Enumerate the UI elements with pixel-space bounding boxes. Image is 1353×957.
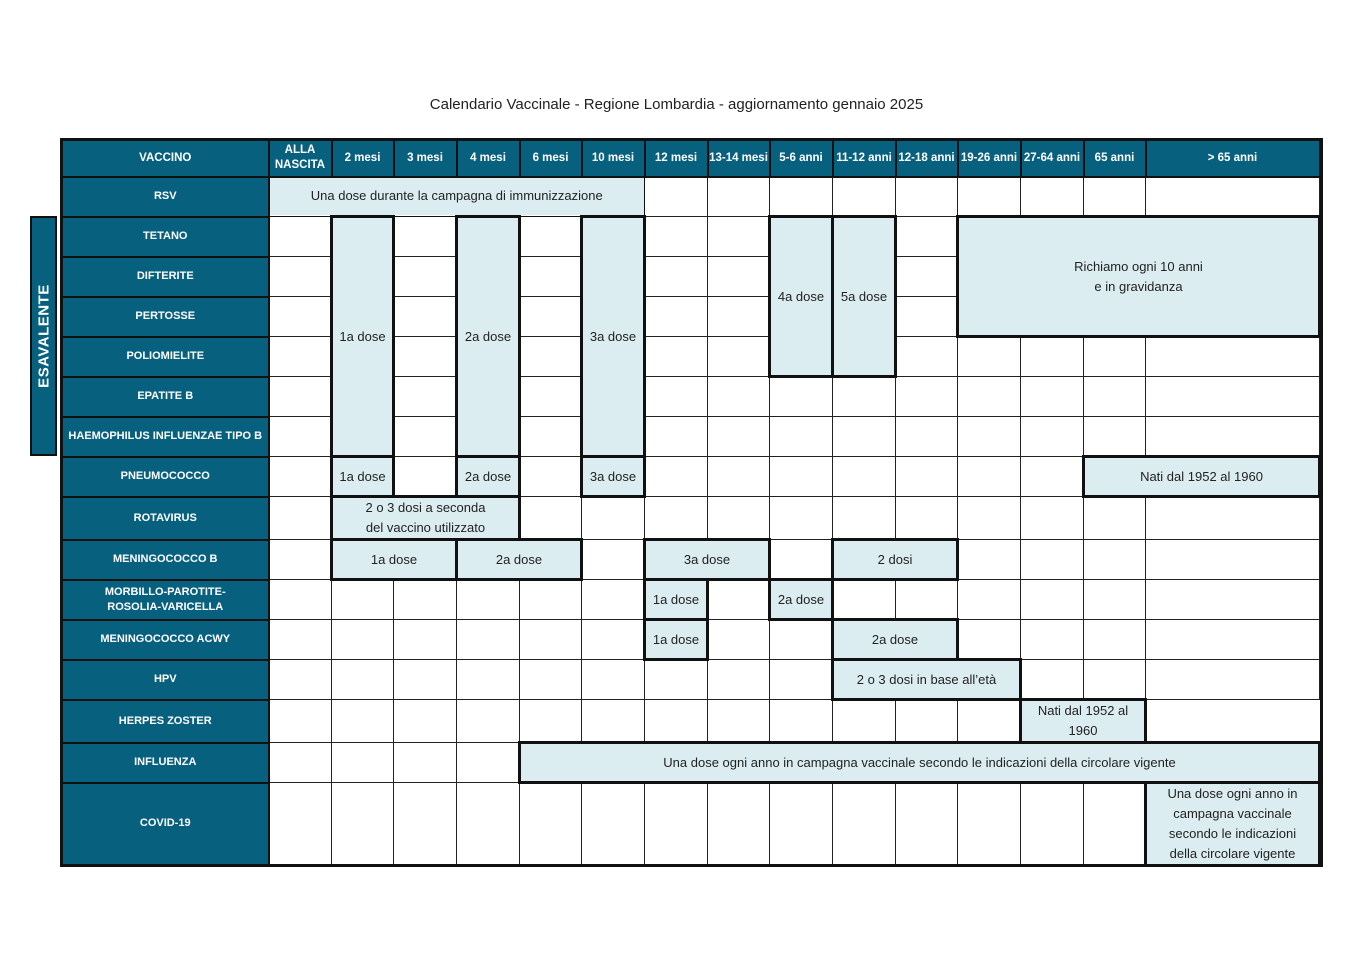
empty-cell	[520, 620, 582, 660]
empty-cell	[1021, 580, 1084, 620]
col-header: 27-64 anni	[1021, 140, 1084, 177]
empty-cell	[833, 377, 896, 417]
empty-cell	[582, 783, 645, 866]
empty-cell	[958, 700, 1021, 743]
covid-line3: secondo le indicazioni	[1168, 826, 1297, 841]
col-header: 12 mesi	[645, 140, 708, 177]
empty-cell	[770, 177, 833, 217]
covid-line4: della circolare vigente	[1169, 846, 1296, 861]
empty-cell	[1021, 497, 1084, 540]
empty-cell	[332, 620, 394, 660]
empty-cell	[520, 337, 582, 377]
table-row	[62, 377, 1322, 417]
empty-cell	[269, 660, 332, 700]
header-row	[62, 140, 1322, 177]
mprv-name-line1: MORBILLO-PAROTITE-	[104, 585, 226, 598]
empty-cell	[269, 337, 332, 377]
vaccination-schedule-table	[60, 138, 1323, 867]
esavalente-dose4: 4a dose	[770, 217, 833, 377]
richiamo-line1: Richiamo ogni 10 anni	[1074, 258, 1203, 274]
empty-cell	[958, 377, 1021, 417]
empty-cell	[269, 297, 332, 337]
mprv-dose2: 2a dose	[770, 580, 833, 620]
empty-cell	[269, 580, 332, 620]
empty-cell	[394, 257, 457, 297]
empty-cell	[896, 297, 958, 337]
row-name-influenza: INFLUENZA	[62, 743, 269, 783]
hpv-dose: 2 o 3 dosi in base all’età	[833, 660, 1021, 700]
row-name-mprv	[62, 580, 269, 620]
empty-cell	[896, 497, 958, 540]
table-row	[62, 217, 1322, 257]
empty-cell	[833, 457, 896, 497]
col-header: 5-6 anni	[770, 140, 833, 177]
empty-cell	[708, 377, 770, 417]
pneumo-dose1: 1a dose	[332, 457, 394, 497]
empty-cell	[896, 700, 958, 743]
empty-cell	[708, 457, 770, 497]
empty-cell	[520, 297, 582, 337]
empty-cell	[520, 700, 582, 743]
col-header: > 65 anni	[1146, 140, 1320, 177]
row-name-meningococco-acwy: MENINGOCOCCO ACWY	[62, 620, 269, 660]
empty-cell	[708, 297, 770, 337]
empty-cell	[457, 620, 520, 660]
table-row	[62, 417, 1322, 457]
pneumo-dose3: 3a dose	[582, 457, 645, 497]
col-header: 13-14 mesi	[708, 140, 770, 177]
empty-cell	[958, 580, 1021, 620]
empty-cell	[332, 660, 394, 700]
rota-line2: del vaccino utilizzato	[365, 520, 486, 535]
empty-cell	[394, 700, 457, 743]
richiamo-block	[958, 217, 1320, 337]
empty-cell	[332, 580, 394, 620]
empty-cell	[645, 497, 708, 540]
empty-cell	[1320, 417, 1322, 457]
col-header: 10 mesi	[582, 140, 645, 177]
empty-cell	[332, 743, 394, 783]
empty-cell	[896, 177, 958, 217]
row-name-difterite: DIFTERITE	[62, 257, 269, 297]
empty-cell	[770, 700, 833, 743]
col-header: 4 mesi	[457, 140, 520, 177]
col-header: 11-12 anni	[833, 140, 896, 177]
empty-cell	[833, 700, 896, 743]
empty-cell	[1146, 620, 1320, 660]
esavalente-text: ESAVALENTE	[35, 284, 52, 388]
empty-cell	[1084, 540, 1146, 580]
empty-cell	[394, 783, 457, 866]
col-header: 65 anni	[1084, 140, 1146, 177]
menb-dose3: 3a dose	[645, 540, 770, 580]
empty-cell	[520, 580, 582, 620]
table-row	[62, 337, 1322, 377]
empty-cell	[645, 257, 708, 297]
empty-cell	[645, 217, 708, 257]
row-name-meningococco-b: MENINGOCOCCO B	[62, 540, 269, 580]
empty-cell	[582, 540, 645, 580]
empty-cell	[394, 337, 457, 377]
row-name-covid: COVID-19	[62, 783, 269, 866]
empty-cell	[833, 783, 896, 866]
empty-cell	[770, 377, 833, 417]
empty-cell	[770, 417, 833, 457]
empty-cell	[958, 540, 1021, 580]
empty-cell	[958, 783, 1021, 866]
empty-cell	[645, 700, 708, 743]
empty-cell	[708, 580, 770, 620]
empty-cell	[582, 620, 645, 660]
empty-cell	[1021, 540, 1084, 580]
influenza-dose: Una dose ogni anno in campagna vaccinale secondo le indicazioni della circolare vigente	[520, 743, 1320, 783]
empty-cell	[332, 783, 394, 866]
empty-cell	[394, 660, 457, 700]
empty-cell	[958, 497, 1021, 540]
empty-cell	[457, 700, 520, 743]
empty-cell	[269, 497, 332, 540]
empty-cell	[708, 217, 770, 257]
empty-cell	[1146, 497, 1320, 540]
col-header: 2 mesi	[332, 140, 394, 177]
empty-cell	[394, 217, 457, 257]
empty-cell	[708, 620, 770, 660]
empty-cell	[896, 783, 958, 866]
empty-cell	[833, 580, 896, 620]
row-name-pertosse: PERTOSSE	[62, 297, 269, 337]
empty-cell	[896, 377, 958, 417]
empty-cell	[645, 337, 708, 377]
empty-cell	[770, 497, 833, 540]
empty-cell	[770, 457, 833, 497]
empty-cell	[1021, 377, 1084, 417]
empty-cell	[269, 257, 332, 297]
empty-cell	[582, 497, 645, 540]
table-row	[62, 783, 1322, 866]
empty-cell	[457, 580, 520, 620]
empty-cell	[896, 337, 958, 377]
pneumo-adult: Nati dal 1952 al 1960	[1084, 457, 1320, 497]
rota-line1: 2 o 3 dosi a seconda	[365, 500, 486, 515]
col-header: 12-18 anni	[896, 140, 958, 177]
empty-cell	[896, 417, 958, 457]
empty-cell	[708, 700, 770, 743]
table-row	[62, 540, 1322, 580]
row-name-rotavirus: ROTAVIRUS	[62, 497, 269, 540]
col-header: 3 mesi	[394, 140, 457, 177]
empty-cell	[896, 257, 958, 297]
row-name-tetano: TETANO	[62, 217, 269, 257]
empty-cell	[645, 457, 708, 497]
empty-cell	[394, 297, 457, 337]
empty-cell	[520, 257, 582, 297]
empty-cell	[896, 580, 958, 620]
row-name-polio: POLIOMIELITE	[62, 337, 269, 377]
empty-cell	[833, 177, 896, 217]
acwy-dose1: 1a dose	[645, 620, 708, 660]
empty-cell	[1084, 337, 1146, 377]
table-row	[62, 620, 1322, 660]
empty-cell	[958, 457, 1021, 497]
empty-cell	[708, 257, 770, 297]
empty-cell	[1021, 660, 1084, 700]
empty-cell	[1084, 377, 1146, 417]
empty-cell	[1146, 417, 1320, 457]
empty-cell	[708, 783, 770, 866]
col-header: VACCINO	[62, 140, 269, 177]
empty-cell	[269, 217, 332, 257]
empty-cell	[708, 417, 770, 457]
empty-cell	[645, 660, 708, 700]
row-name-haemophilus: HAEMOPHILUS INFLUENZAE TIPO B	[62, 417, 269, 457]
table-row	[62, 660, 1322, 700]
richiamo-line2: e in gravidanza	[1094, 278, 1183, 294]
empty-cell	[332, 700, 394, 743]
row-name-herpes-zoster: HERPES ZOSTER	[62, 700, 269, 743]
col-header: 6 mesi	[520, 140, 582, 177]
empty-cell	[1146, 377, 1320, 417]
empty-cell	[394, 457, 457, 497]
table-row	[62, 743, 1322, 783]
empty-cell	[394, 580, 457, 620]
empty-cell	[645, 783, 708, 866]
empty-cell	[958, 337, 1021, 377]
row-name-rsv: RSV	[62, 177, 269, 217]
row-name-epatite: EPATITE B	[62, 377, 269, 417]
rota-dose	[332, 497, 520, 540]
empty-cell	[520, 660, 582, 700]
esavalente-group-label	[30, 216, 57, 456]
empty-cell	[1084, 660, 1146, 700]
empty-cell	[394, 620, 457, 660]
empty-cell	[1146, 580, 1320, 620]
empty-cell	[1084, 417, 1146, 457]
empty-cell	[582, 700, 645, 743]
empty-cell	[394, 417, 457, 457]
esavalente-dose5: 5a dose	[833, 217, 896, 377]
empty-cell	[645, 377, 708, 417]
empty-cell	[896, 217, 958, 257]
covid-line1: Una dose ogni anno in	[1167, 786, 1298, 801]
empty-cell	[958, 620, 1021, 660]
empty-cell	[582, 660, 645, 700]
empty-cell	[520, 497, 582, 540]
empty-cell	[645, 417, 708, 457]
empty-cell	[708, 660, 770, 700]
empty-cell	[645, 177, 708, 217]
empty-cell	[520, 783, 582, 866]
table-row	[62, 457, 1322, 497]
col-header: 19-26 anni	[958, 140, 1021, 177]
empty-cell	[1320, 377, 1322, 417]
table-row	[62, 580, 1322, 620]
empty-cell	[457, 783, 520, 866]
zoster-dose: Nati dal 1952 al 1960	[1021, 700, 1146, 743]
empty-cell	[833, 417, 896, 457]
table-row	[62, 497, 1322, 540]
acwy-dose2: 2a dose	[833, 620, 958, 660]
empty-cell	[1146, 540, 1320, 580]
empty-cell	[1084, 620, 1146, 660]
empty-cell	[1146, 177, 1320, 217]
col-header: ALLA NASCITA	[269, 140, 332, 177]
empty-cell	[520, 377, 582, 417]
mprv-dose1: 1a dose	[645, 580, 708, 620]
menb-teen: 2 dosi	[833, 540, 958, 580]
empty-cell	[1084, 497, 1146, 540]
mprv-name-line2: ROSOLIA-VARICELLA	[107, 600, 224, 613]
empty-cell	[520, 457, 582, 497]
empty-cell	[770, 620, 833, 660]
empty-cell	[1084, 580, 1146, 620]
empty-cell	[457, 743, 520, 783]
empty-cell	[269, 700, 332, 743]
empty-cell	[269, 540, 332, 580]
table-row	[62, 177, 1322, 217]
empty-cell	[1021, 417, 1084, 457]
empty-cell	[708, 497, 770, 540]
empty-cell	[1021, 620, 1084, 660]
table-row	[62, 700, 1322, 743]
empty-cell	[833, 497, 896, 540]
empty-cell	[394, 743, 457, 783]
esavalente-dose1: 1a dose	[332, 217, 394, 457]
empty-cell	[708, 337, 770, 377]
covid-dose	[1146, 783, 1320, 866]
empty-cell	[269, 417, 332, 457]
empty-cell	[645, 297, 708, 337]
empty-cell	[958, 177, 1021, 217]
empty-cell	[1021, 337, 1084, 377]
empty-cell	[770, 660, 833, 700]
empty-cell	[770, 540, 833, 580]
menb-dose2: 2a dose	[457, 540, 582, 580]
empty-cell	[269, 783, 332, 866]
empty-cell	[520, 417, 582, 457]
empty-cell	[582, 580, 645, 620]
row-name-pneumococco: PNEUMOCOCCO	[62, 457, 269, 497]
empty-cell	[520, 217, 582, 257]
row-name-hpv: HPV	[62, 660, 269, 700]
empty-cell	[394, 377, 457, 417]
empty-cell	[1021, 457, 1084, 497]
empty-cell	[1021, 177, 1084, 217]
empty-cell	[269, 457, 332, 497]
esavalente-dose2: 2a dose	[457, 217, 520, 457]
empty-cell	[1084, 177, 1146, 217]
menb-dose1: 1a dose	[332, 540, 457, 580]
empty-cell	[896, 457, 958, 497]
empty-cell	[269, 743, 332, 783]
covid-line2: campagna vaccinale	[1173, 806, 1292, 821]
empty-cell	[1084, 783, 1146, 866]
empty-cell	[1146, 337, 1320, 377]
empty-cell	[269, 377, 332, 417]
empty-cell	[958, 417, 1021, 457]
empty-cell	[1146, 660, 1320, 700]
esavalente-dose3: 3a dose	[582, 217, 645, 457]
empty-cell	[1021, 783, 1084, 866]
empty-cell	[457, 660, 520, 700]
empty-cell	[269, 620, 332, 660]
pneumo-dose2: 2a dose	[457, 457, 520, 497]
empty-cell	[708, 177, 770, 217]
empty-cell	[770, 783, 833, 866]
page-title: Calendario Vaccinale - Regione Lombardia - aggiornamento gennaio 2025	[429, 96, 924, 113]
rsv-dose: Una dose durante la campagna di immunizzazione	[269, 177, 645, 217]
